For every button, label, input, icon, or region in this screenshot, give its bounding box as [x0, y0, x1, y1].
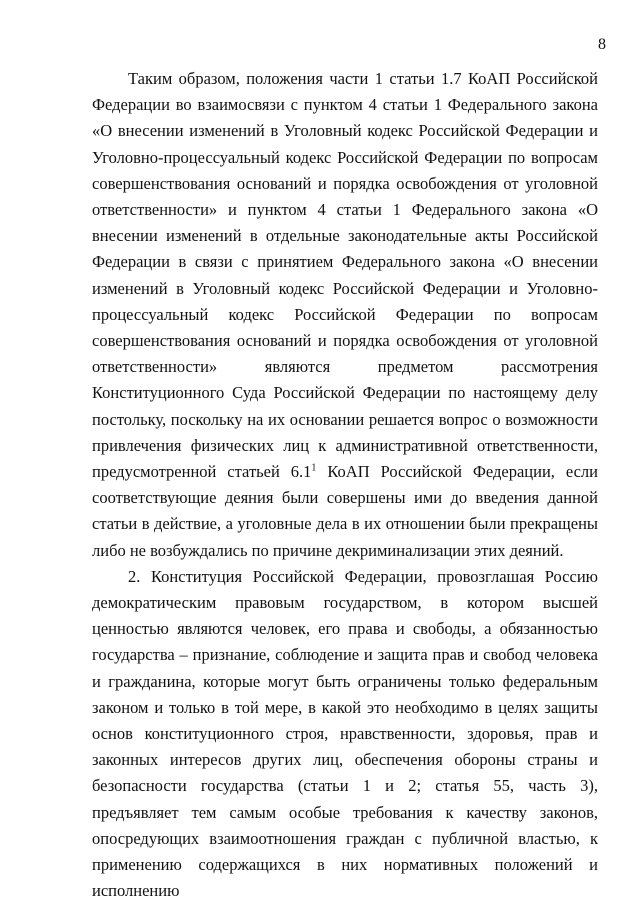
page-number: 8: [598, 36, 606, 53]
paragraph-1-text-continued: КоАП Российской Федерации, если соответствующие деяния были совершены ими до введения данной статьи в действие, а уголовные дела в их отношении были прекращены либо не возбуждались по причине декриминализации этих деяний.: [92, 462, 598, 560]
superscript-footnote-mark: 1: [311, 462, 317, 474]
paragraph-1: [92, 66, 598, 564]
document-body: [92, 66, 598, 905]
paragraph-1-text: Таким образом, положения части 1 статьи 1.7 КоАП Российской Федерации во взаимосвязи с пунктом 4 статьи 1 Федерального закона «О внесении изменений в Уголовный кодекс Российской Федерации и Уголовно-процессуальный кодекс Российской Федерации по вопросам совершенствования оснований и порядка освобождения от уголовной ответственности» и пунктом 4 статьи 1 Федерального закона «О внесении изменений в отдельные законодательные акты Российской Федерации в связи с принятием Федерального закона «О внесении изменений в Уголовный кодекс Российской Федерации и Уголовно-процессуальный кодекс Российской Федерации по вопросам совершенствования оснований и порядка освобождения от уголовной ответственности» являются предметом рассмотрения Конституционного Суда Российской Федерации по настоящему делу постольку, поскольку на их основании решается вопрос о возможности привлечения физических лиц к административной ответственности, предусмотренной статьей 6.1: [92, 69, 598, 482]
paragraph-2: 2. Конституция Российской Федерации, провозглашая Россию демократическим правовым государством, в котором высшей ценностью являются человек, его права и свободы, а обязанностью государства – признание, соблюдение и защита прав и свобод человека и гражданина, которые могут быть ограничены только федеральным законом и только в той мере, в какой это необходимо в целях защиты основ конституционного строя, нравственности, здоровья, прав и законных интересов других лиц, обеспечения обороны страны и безопасности государства (статьи 1 и 2; статья 55, часть 3), предъявляет тем самым особые требования к качеству законов, опосредующих взаимоотношения граждан с публичной властью, к применению содержащихся в них нормативных положений и исполнению: [92, 566, 598, 901]
